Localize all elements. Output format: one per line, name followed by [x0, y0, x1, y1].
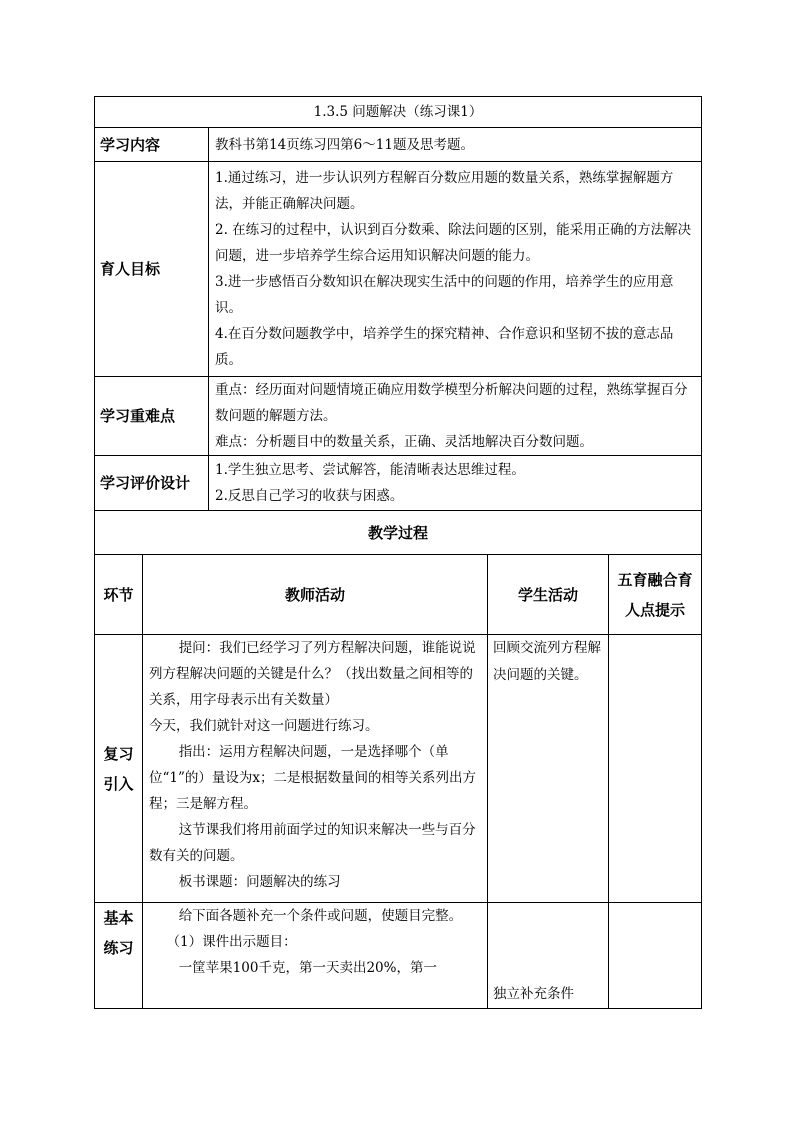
review-teacher-para: 提问：我们已经学习了列方程解决问题，谁能说说列方程解决问题的关键是什么？（找出数量之间相等的关系，用字母表示出有关数量）	[149, 640, 476, 708]
lesson-plan-page	[94, 96, 701, 1009]
review-teacher-para: 板书课题：问题解决的练习	[178, 874, 341, 890]
goal-item: 3.进一步感悟百分数知识在解决现实生活中的问题的作用，培养学生的应用意识。	[215, 274, 674, 316]
basic-section-label: 基本练习	[95, 903, 143, 1009]
lesson-plan-table	[94, 96, 702, 1009]
basic-teacher-para: （1）课件出示题目：	[166, 934, 297, 950]
content-label: 学习内容	[95, 128, 209, 162]
basic-student-cell: 独立补充条件	[488, 903, 609, 1009]
header-student: 学生活动	[488, 555, 609, 635]
lesson-title: 1.3.5 问题解决（练习课1）	[95, 97, 702, 128]
goal-item: 4.在百分数问题教学中，培养学生的探究精神、合作意识和坚韧不拔的意志品质。	[215, 326, 674, 368]
header-five-education: 五育融合育人点提示	[609, 555, 702, 635]
review-teacher-para: 今天，我们就针对这一问题进行练习。	[149, 718, 379, 734]
review-teacher-para: 指出：运用方程解决问题，一是选择哪个（单位“1”的）量设为x；二是根据数量间的相等关系列出方程；三是解方程。	[149, 744, 477, 812]
review-teacher-cell	[143, 635, 488, 903]
key-point-item: 重点：经历面对问题情境正确应用数学模型分析解决问题的过程，熟练掌握百分数问题的解题方法。	[215, 382, 688, 424]
basic-teacher-para: 一筐苹果100千克，第一天卖出20%，第一	[178, 960, 437, 976]
goal-item: 2. 在练习的过程中，认识到百分数乘、除法问题的区别，能采用正确的方法解决问题，进一步培养学生综合运用知识解决问题的能力。	[215, 222, 692, 264]
key-points-cell	[209, 377, 702, 456]
review-five-cell	[609, 635, 702, 903]
header-teacher: 教师活动	[143, 555, 488, 635]
goals-label: 育人目标	[95, 162, 209, 377]
basic-teacher-cell	[143, 903, 488, 1009]
review-teacher-para: 这节课我们将用前面学过的知识来解决一些与百分数有关的问题。	[149, 822, 476, 864]
key-points-label: 学习重难点	[95, 377, 209, 456]
evaluation-label: 学习评价设计	[95, 456, 209, 511]
content-text: 教科书第14页练习四第6～11题及思考题。	[209, 128, 702, 162]
goal-item: 1.通过练习，进一步认识列方程解百分数应用题的数量关系，熟练掌握解题方法，并能正确解决问题。	[215, 170, 674, 212]
process-title: 教学过程	[95, 511, 702, 555]
evaluation-item: 1.学生独立思考、尝试解答，能清晰表达思维过程。	[215, 462, 525, 478]
key-point-item: 难点：分析题目中的数量关系，正确、灵活地解决百分数问题。	[215, 434, 593, 450]
review-student-cell: 回顾交流列方程解决问题的关键。	[488, 635, 609, 903]
basic-five-cell	[609, 903, 702, 1009]
basic-teacher-para: 给下面各题补充一个条件或问题，使题目完整。	[178, 908, 463, 924]
goals-cell	[209, 162, 702, 377]
evaluation-item: 2.反思自己学习的收获与困惑。	[215, 488, 404, 504]
review-section-label: 复习引入	[95, 635, 143, 903]
header-section: 环节	[95, 555, 143, 635]
evaluation-cell	[209, 456, 702, 511]
